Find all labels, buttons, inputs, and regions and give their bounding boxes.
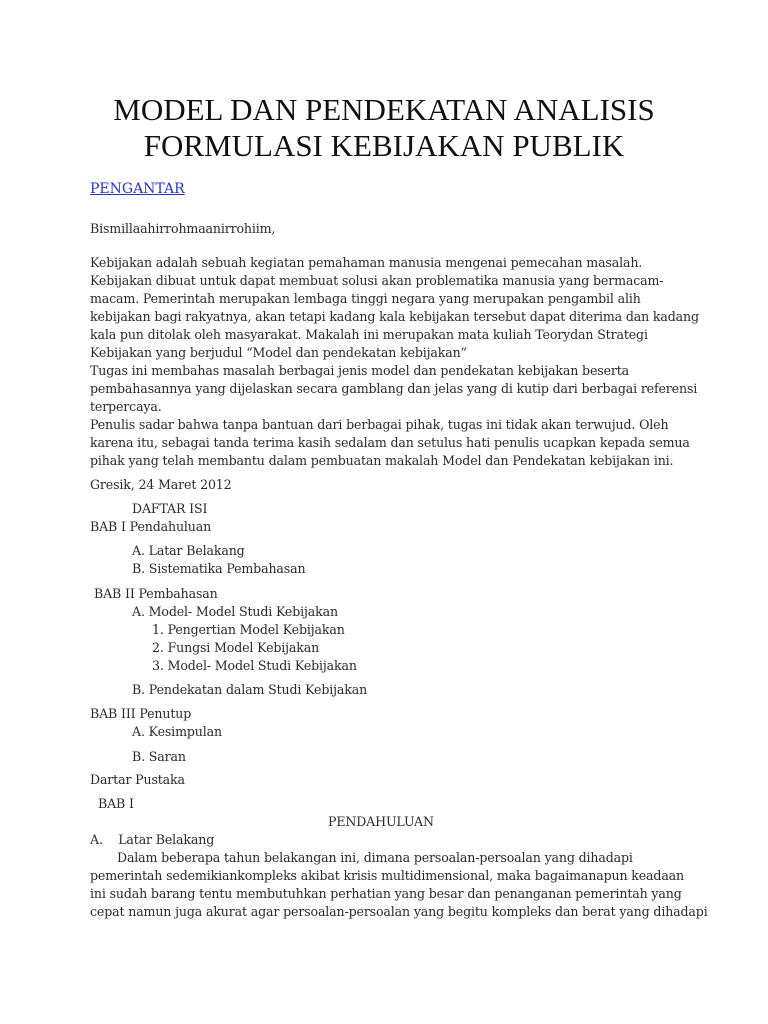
document-title bbox=[0, 92, 768, 164]
intro-line: kebijakan bagi rakyatnya, akan tetapi kadang kala kebijakan tersebut dapat diterima dan kadang bbox=[90, 309, 699, 324]
toc-pustaka: Dartar Pustaka bbox=[90, 772, 185, 787]
body-line: Dalam beberapa tahun belakangan ini, dimana persoalan-persoalan yang dihadapi bbox=[117, 850, 633, 865]
intro-line: terpercaya. bbox=[90, 399, 162, 414]
place-date: Gresik, 24 Maret 2012 bbox=[90, 477, 232, 492]
intro-line: karena itu, sebagai tanda terima kasih sedalam dan setulus hati penulis ucapkan kepada semua bbox=[90, 435, 690, 450]
toc-bab2: BAB II Pembahasan bbox=[94, 586, 218, 601]
title-line-1: MODEL DAN PENDEKATAN ANALISIS bbox=[113, 92, 655, 127]
section-heading: A. Latar Belakang bbox=[90, 832, 215, 847]
toc-heading: DAFTAR ISI bbox=[132, 501, 208, 516]
intro-line: Tugas ini membahas masalah berbagai jenis model dan pendekatan kebijakan beserta bbox=[90, 363, 630, 378]
title-line-2: FORMULASI KEBIJAKAN PUBLIK bbox=[143, 128, 625, 163]
intro-line: Kebijakan adalah sebuah kegiatan pemahaman manusia mengenai pemecahan masalah. bbox=[90, 255, 643, 270]
body-line: ini sudah barang tentu membutuhkan perhatian yang besar dan penanganan pemerintah yang bbox=[90, 886, 682, 901]
chapter-heading: PENDAHULUAN bbox=[328, 814, 434, 829]
intro-line: pihak yang telah membantu dalam pembuatan makalah Model dan Pendekatan kebijakan ini. bbox=[90, 453, 674, 468]
pengantar-link[interactable]: PENGANTAR bbox=[90, 181, 185, 197]
toc-bab2-a2: 2. Fungsi Model Kebijakan bbox=[152, 640, 320, 655]
intro-line: pembahasannya yang dijelaskan secara gamblang dan jelas yang di kutip dari berbagai referensi bbox=[90, 381, 698, 396]
toc-bab2-b: B. Pendekatan dalam Studi Kebijakan bbox=[132, 682, 368, 697]
intro-line: Kebijakan dibuat untuk dapat membuat solusi akan problematika manusia yang bermacam- bbox=[90, 273, 664, 288]
intro-line: Penulis sadar bahwa tanpa bantuan dari berbagai pihak, tugas ini tidak akan terwujud. Oleh bbox=[90, 417, 669, 432]
intro-line: Kebijakan yang berjudul “Model dan pendekatan kebijakan” bbox=[90, 345, 467, 360]
toc-bab3: BAB III Penutup bbox=[90, 706, 192, 721]
greeting-text: Bismillaahirrohmaanirrohiim, bbox=[90, 221, 276, 236]
body-line: pemerintah sedemikiankompleks akibat krisis multidimensional, maka bagaimanapun keadaan bbox=[90, 868, 685, 883]
body-line: cepat namun juga akurat agar persoalan-persoalan yang begitu kompleks dan berat yang dihadapi bbox=[90, 904, 708, 919]
toc-bab2-a1: 1. Pengertian Model Kebijakan bbox=[152, 622, 345, 637]
toc-bab1-b: B. Sistematika Pembahasan bbox=[132, 561, 306, 576]
chapter-label: BAB I bbox=[98, 796, 134, 811]
toc-bab1: BAB I Pendahuluan bbox=[90, 519, 212, 534]
toc-bab3-a: A. Kesimpulan bbox=[132, 724, 222, 739]
intro-line: macam. Pemerintah merupakan lembaga tinggi negara yang merupakan pengambil alih bbox=[90, 291, 641, 306]
intro-line: kala pun ditolak oleh masyarakat. Makalah ini merupakan mata kuliah Teorydan Strategi bbox=[90, 327, 648, 342]
toc-bab2-a: A. Model- Model Studi Kebijakan bbox=[132, 604, 338, 619]
toc-bab2-a3: 3. Model- Model Studi Kebijakan bbox=[152, 658, 357, 673]
toc-bab3-b: B. Saran bbox=[132, 749, 186, 764]
toc-bab1-a: A. Latar Belakang bbox=[132, 543, 245, 558]
